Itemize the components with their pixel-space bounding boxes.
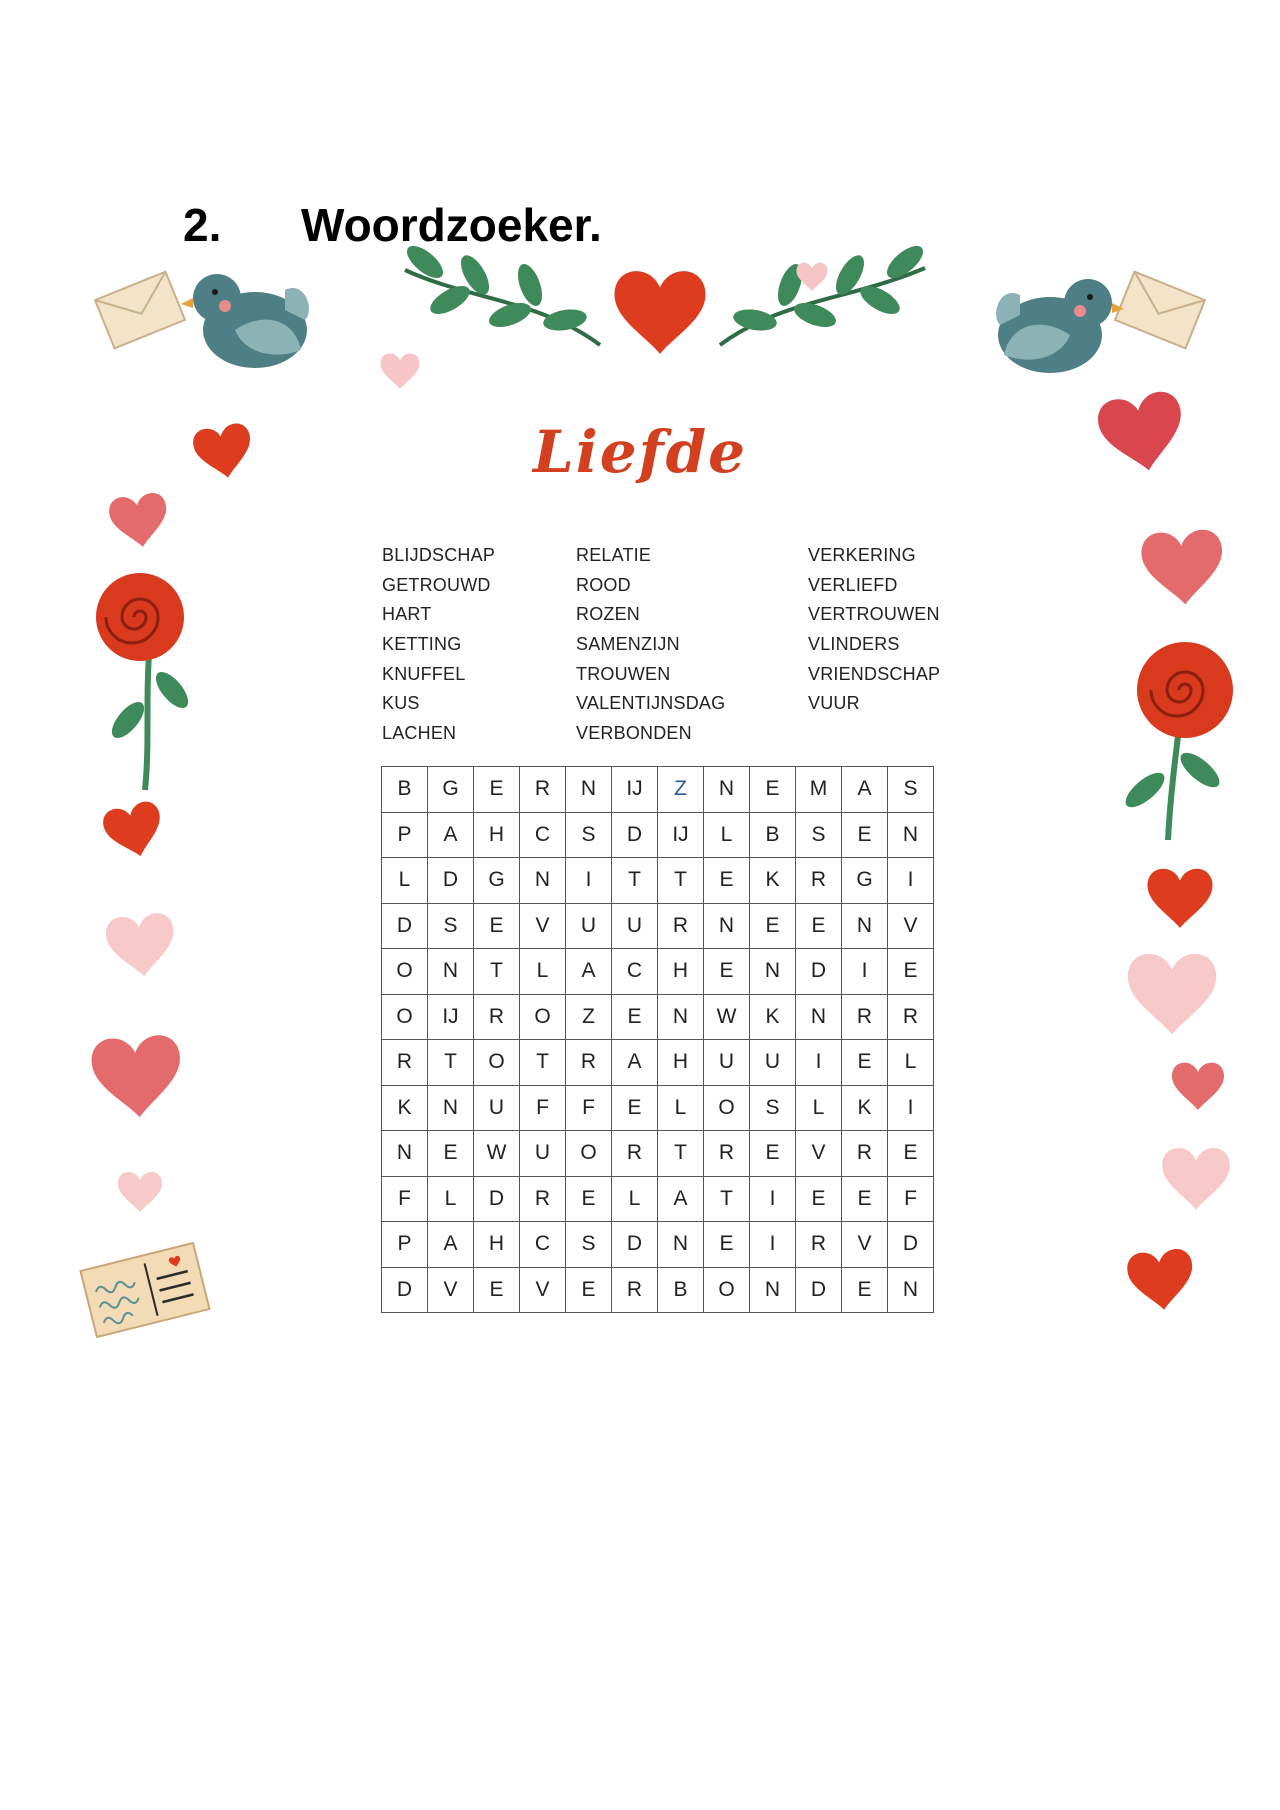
grid-cell[interactable]: T: [612, 858, 658, 904]
grid-cell[interactable]: I: [750, 1176, 796, 1222]
grid-cell[interactable]: E: [474, 903, 520, 949]
grid-cell[interactable]: O: [382, 994, 428, 1040]
grid-cell[interactable]: V: [796, 1131, 842, 1177]
grid-cell[interactable]: E: [704, 949, 750, 995]
heart-icon: [1140, 528, 1226, 607]
grid-row: [382, 812, 934, 858]
grid-cell[interactable]: F: [520, 1085, 566, 1131]
grid-cell[interactable]: U: [520, 1131, 566, 1177]
grid-cell[interactable]: I: [888, 858, 934, 904]
grid-cell[interactable]: N: [428, 1085, 474, 1131]
word-column: [808, 545, 940, 723]
grid-cell[interactable]: K: [750, 858, 796, 904]
grid-cell[interactable]: P: [382, 1222, 428, 1268]
grid-cell[interactable]: E: [750, 903, 796, 949]
grid-cell[interactable]: W: [474, 1131, 520, 1177]
grid-cell[interactable]: R: [704, 1131, 750, 1177]
grid-cell[interactable]: E: [796, 903, 842, 949]
grid-cell[interactable]: N: [566, 767, 612, 813]
grid-cell[interactable]: E: [704, 858, 750, 904]
grid-cell[interactable]: A: [428, 812, 474, 858]
grid-cell[interactable]: N: [704, 767, 750, 813]
grid-cell[interactable]: T: [704, 1176, 750, 1222]
grid-cell[interactable]: O: [474, 1040, 520, 1086]
rose-icon: [1120, 642, 1233, 840]
grid-row: [382, 1040, 934, 1086]
grid-cell[interactable]: E: [428, 1131, 474, 1177]
grid-cell[interactable]: E: [796, 1176, 842, 1222]
grid-cell[interactable]: E: [474, 1267, 520, 1313]
grid-cell[interactable]: I: [888, 1085, 934, 1131]
grid-cell[interactable]: K: [382, 1085, 428, 1131]
grid-cell[interactable]: E: [888, 949, 934, 995]
grid-cell[interactable]: U: [704, 1040, 750, 1086]
heart-icon: [381, 353, 420, 389]
grid-cell[interactable]: R: [888, 994, 934, 1040]
grid-cell[interactable]: C: [520, 1222, 566, 1268]
grid-cell[interactable]: U: [566, 903, 612, 949]
word-list-item: SAMENZIJN: [576, 634, 680, 655]
grid-cell[interactable]: E: [474, 767, 520, 813]
grid-cell[interactable]: U: [474, 1085, 520, 1131]
grid-row: [382, 858, 934, 904]
grid-cell[interactable]: T: [658, 1131, 704, 1177]
word-list-item: VERBONDEN: [576, 723, 692, 744]
grid-cell[interactable]: A: [428, 1222, 474, 1268]
grid-cell[interactable]: S: [428, 903, 474, 949]
grid-cell[interactable]: N: [750, 1267, 796, 1313]
rose-icon: [96, 573, 194, 790]
grid-cell[interactable]: E: [612, 1085, 658, 1131]
grid-cell[interactable]: L: [520, 949, 566, 995]
grid-cell[interactable]: O: [566, 1131, 612, 1177]
envelope-icon: [95, 272, 185, 349]
grid-row: [382, 1085, 934, 1131]
grid-cell[interactable]: H: [658, 949, 704, 995]
grid-cell[interactable]: Z: [658, 767, 704, 813]
grid-cell[interactable]: S: [750, 1085, 796, 1131]
word-search-grid: [381, 766, 934, 1313]
grid-cell[interactable]: IJ: [658, 812, 704, 858]
heart-icon: [107, 491, 171, 551]
grid-cell[interactable]: Z: [566, 994, 612, 1040]
grid-cell[interactable]: L: [428, 1176, 474, 1222]
grid-cell[interactable]: L: [796, 1085, 842, 1131]
heart-icon: [1148, 869, 1213, 928]
grid-cell[interactable]: N: [658, 1222, 704, 1268]
grid-row: [382, 1222, 934, 1268]
grid-cell[interactable]: O: [382, 949, 428, 995]
grid-cell[interactable]: N: [842, 903, 888, 949]
heart-icon: [104, 912, 178, 980]
grid-cell[interactable]: N: [382, 1131, 428, 1177]
olive-branch-icon: [402, 240, 600, 345]
grid-cell[interactable]: E: [566, 1267, 612, 1313]
grid-cell[interactable]: A: [612, 1040, 658, 1086]
grid-cell[interactable]: F: [382, 1176, 428, 1222]
word-list-item: GETROUWD: [382, 574, 491, 595]
heart-icon: [796, 263, 827, 291]
grid-cell[interactable]: E: [566, 1176, 612, 1222]
grid-cell[interactable]: A: [658, 1176, 704, 1222]
grid-cell[interactable]: D: [796, 949, 842, 995]
grid-cell[interactable]: R: [842, 1131, 888, 1177]
heart-icon: [118, 1172, 162, 1212]
grid-cell[interactable]: V: [520, 1267, 566, 1313]
heart-icon: [1172, 1063, 1224, 1110]
word-list-item: KUS: [382, 693, 420, 714]
grid-cell[interactable]: R: [566, 1040, 612, 1086]
grid-cell[interactable]: V: [842, 1222, 888, 1268]
grid-row: [382, 994, 934, 1040]
grid-cell[interactable]: R: [612, 1267, 658, 1313]
grid-cell[interactable]: M: [796, 767, 842, 813]
word-list-item: ROOD: [576, 574, 631, 595]
grid-row: [382, 1131, 934, 1177]
word-column: [576, 545, 725, 753]
grid-cell[interactable]: B: [382, 767, 428, 813]
grid-cell[interactable]: O: [704, 1267, 750, 1313]
grid-cell[interactable]: A: [842, 767, 888, 813]
grid-cell[interactable]: R: [612, 1131, 658, 1177]
grid-cell[interactable]: IJ: [428, 994, 474, 1040]
grid-cell[interactable]: O: [520, 994, 566, 1040]
word-list-item: VLINDERS: [808, 634, 900, 655]
word-list-item: VALENTIJNSDAG: [576, 693, 726, 714]
envelope-icon: [1115, 272, 1205, 349]
worksheet-title: Liefde: [532, 418, 748, 486]
grid-cell[interactable]: IJ: [612, 767, 658, 813]
heart-icon: [100, 799, 168, 863]
grid-cell[interactable]: V: [520, 903, 566, 949]
grid-row: [382, 1267, 934, 1313]
grid-cell[interactable]: K: [750, 994, 796, 1040]
dove-icon: [181, 274, 309, 368]
grid-cell[interactable]: E: [842, 812, 888, 858]
grid-cell[interactable]: N: [888, 1267, 934, 1313]
grid-cell[interactable]: T: [520, 1040, 566, 1086]
grid-cell[interactable]: N: [750, 949, 796, 995]
grid-cell[interactable]: V: [888, 903, 934, 949]
grid-cell[interactable]: E: [888, 1131, 934, 1177]
word-list-item: HART: [382, 604, 432, 625]
heart-icon: [615, 271, 706, 354]
grid-cell[interactable]: T: [428, 1040, 474, 1086]
postcard-icon: [80, 1243, 209, 1337]
grid-cell[interactable]: L: [704, 812, 750, 858]
heart-icon: [1162, 1148, 1230, 1210]
grid-cell[interactable]: G: [842, 858, 888, 904]
grid-row: [382, 903, 934, 949]
word-list-item: VERKERING: [808, 545, 916, 565]
grid-cell[interactable]: R: [382, 1040, 428, 1086]
grid-row: [382, 949, 934, 995]
grid-cell[interactable]: T: [474, 949, 520, 995]
grid-cell[interactable]: F: [566, 1085, 612, 1131]
grid-cell[interactable]: N: [888, 812, 934, 858]
grid-cell[interactable]: G: [474, 858, 520, 904]
word-column: [382, 545, 495, 753]
grid-cell[interactable]: R: [796, 858, 842, 904]
grid-cell[interactable]: U: [750, 1040, 796, 1086]
grid-cell[interactable]: R: [842, 994, 888, 1040]
grid-cell[interactable]: S: [566, 812, 612, 858]
grid-cell[interactable]: S: [888, 767, 934, 813]
grid-cell[interactable]: G: [428, 767, 474, 813]
grid-cell[interactable]: E: [842, 1267, 888, 1313]
section-title: Woordzoeker.: [301, 199, 602, 251]
word-list-item: TROUWEN: [576, 663, 671, 684]
grid-cell[interactable]: C: [520, 812, 566, 858]
dove-icon: [996, 279, 1124, 373]
grid-cell[interactable]: N: [796, 994, 842, 1040]
grid-cell[interactable]: N: [428, 949, 474, 995]
grid-cell[interactable]: R: [520, 1176, 566, 1222]
grid-cell[interactable]: D: [612, 1222, 658, 1268]
grid-cell[interactable]: L: [658, 1085, 704, 1131]
word-list-item: VRIENDSCHAP: [808, 663, 941, 684]
grid-cell[interactable]: S: [796, 812, 842, 858]
grid-cell[interactable]: T: [658, 858, 704, 904]
grid-cell[interactable]: U: [612, 903, 658, 949]
olive-branch-icon: [720, 240, 928, 345]
heart-icon: [90, 1034, 184, 1120]
grid-cell[interactable]: S: [566, 1222, 612, 1268]
grid-cell[interactable]: E: [612, 994, 658, 1040]
grid-cell[interactable]: N: [520, 858, 566, 904]
grid-cell[interactable]: L: [888, 1040, 934, 1086]
word-list-item: VERLIEFD: [808, 574, 898, 595]
grid-cell[interactable]: D: [382, 1267, 428, 1313]
grid-cell[interactable]: E: [750, 1131, 796, 1177]
grid-cell[interactable]: I: [842, 949, 888, 995]
section-number: 2.: [183, 199, 222, 251]
heart-icon: [1126, 1248, 1197, 1314]
grid-cell[interactable]: E: [842, 1040, 888, 1086]
grid-cell[interactable]: K: [842, 1085, 888, 1131]
grid-cell[interactable]: H: [658, 1040, 704, 1086]
grid-cell[interactable]: O: [704, 1085, 750, 1131]
grid-cell[interactable]: E: [842, 1176, 888, 1222]
grid-cell[interactable]: R: [796, 1222, 842, 1268]
heart-icon: [1128, 954, 1216, 1035]
grid-row: [382, 767, 934, 813]
word-list-item: RELATIE: [576, 545, 652, 565]
grid-cell[interactable]: C: [612, 949, 658, 995]
grid-cell[interactable]: D: [382, 903, 428, 949]
grid-cell[interactable]: E: [704, 1222, 750, 1268]
grid-cell[interactable]: H: [474, 812, 520, 858]
word-list-item: VUUR: [808, 693, 860, 714]
grid-cell[interactable]: I: [750, 1222, 796, 1268]
grid-row: [382, 1176, 934, 1222]
word-list-item: BLIJDSCHAP: [382, 545, 496, 565]
grid-cell[interactable]: V: [428, 1267, 474, 1313]
grid-cell[interactable]: F: [888, 1176, 934, 1222]
grid-cell[interactable]: E: [750, 767, 796, 813]
grid-cell[interactable]: N: [658, 994, 704, 1040]
grid-cell[interactable]: R: [474, 994, 520, 1040]
grid-cell[interactable]: P: [382, 812, 428, 858]
grid-cell[interactable]: D: [428, 858, 474, 904]
grid-cell[interactable]: A: [566, 949, 612, 995]
grid-cell[interactable]: D: [888, 1222, 934, 1268]
grid-cell[interactable]: D: [474, 1176, 520, 1222]
word-list-item: ROZEN: [576, 604, 640, 625]
grid-cell[interactable]: R: [658, 903, 704, 949]
grid-cell[interactable]: N: [704, 903, 750, 949]
word-list-item: KNUFFEL: [382, 663, 466, 684]
grid-cell[interactable]: W: [704, 994, 750, 1040]
grid-cell[interactable]: R: [520, 767, 566, 813]
grid-cell[interactable]: L: [612, 1176, 658, 1222]
grid-cell[interactable]: D: [796, 1267, 842, 1313]
grid-cell[interactable]: L: [382, 858, 428, 904]
grid-cell[interactable]: H: [474, 1222, 520, 1268]
grid-cell[interactable]: I: [796, 1040, 842, 1086]
word-list-item: LACHEN: [382, 723, 457, 744]
grid-cell[interactable]: B: [750, 812, 796, 858]
grid-cell[interactable]: D: [612, 812, 658, 858]
grid-cell[interactable]: I: [566, 858, 612, 904]
grid-cell[interactable]: B: [658, 1267, 704, 1313]
word-list-item: VERTROUWEN: [808, 604, 940, 625]
word-list-item: KETTING: [382, 634, 462, 655]
